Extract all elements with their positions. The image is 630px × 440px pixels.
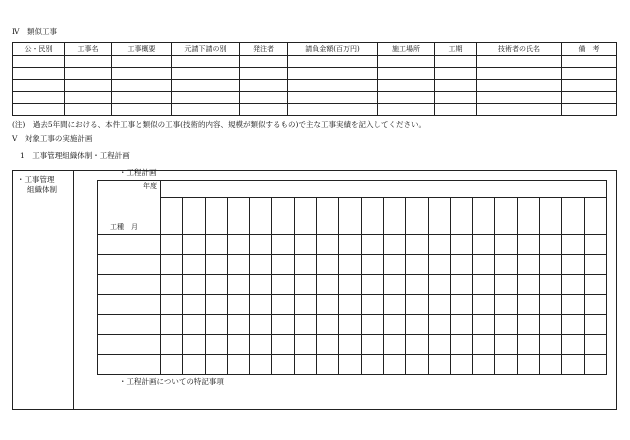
similar-table-cell[interactable] — [477, 104, 562, 116]
schedule-cell[interactable] — [428, 355, 450, 375]
schedule-cell[interactable] — [227, 355, 249, 375]
schedule-cell[interactable] — [272, 355, 294, 375]
schedule-cell[interactable] — [183, 335, 205, 355]
schedule-cell[interactable] — [383, 235, 405, 255]
similar-table-cell[interactable] — [378, 104, 435, 116]
similar-works-table — [12, 42, 617, 116]
schedule-cell[interactable] — [272, 235, 294, 255]
org-label-line2: 組織体制 — [27, 185, 57, 194]
schedule-cell[interactable] — [450, 315, 472, 335]
schedule-cell[interactable] — [205, 295, 227, 315]
schedule-cell[interactable] — [450, 275, 472, 295]
schedule-month-cell[interactable] — [294, 198, 316, 235]
plan-divider — [73, 171, 74, 409]
schedule-month-cell[interactable] — [383, 198, 405, 235]
schedule-cell[interactable] — [383, 315, 405, 335]
similar-table-cell[interactable] — [562, 92, 617, 104]
similar-table-cell[interactable] — [477, 68, 562, 80]
schedule-month-cell[interactable] — [361, 198, 383, 235]
similar-table-cell[interactable] — [378, 56, 435, 68]
similar-table-cell[interactable] — [435, 68, 477, 80]
schedule-item-cell[interactable] — [98, 355, 161, 375]
schedule-year-row — [98, 181, 607, 198]
schedule-cell[interactable] — [383, 335, 405, 355]
schedule-month-cell[interactable] — [317, 198, 339, 235]
similar-table-row — [13, 104, 617, 116]
schedule-cell[interactable] — [428, 235, 450, 255]
section-5-heading: Ⅴ 対象工事の実施計画 — [12, 134, 93, 143]
schedule-cell[interactable] — [250, 355, 272, 375]
schedule-cell[interactable] — [383, 255, 405, 275]
schedule-cell[interactable] — [183, 255, 205, 275]
schedule-cell[interactable] — [540, 295, 562, 315]
similar-table-cell[interactable] — [435, 80, 477, 92]
schedule-cell[interactable] — [517, 235, 539, 255]
schedule-cell[interactable] — [161, 275, 183, 295]
similar-table-cell[interactable] — [65, 92, 112, 104]
schedule-cell[interactable] — [205, 355, 227, 375]
schedule-cell[interactable] — [584, 295, 606, 315]
similar-col-header: 請負金額(百万円) — [288, 43, 378, 56]
schedule-cell[interactable] — [450, 235, 472, 255]
schedule-item-cell[interactable] — [98, 235, 161, 255]
schedule-month-cell[interactable] — [250, 198, 272, 235]
schedule-cell[interactable] — [517, 355, 539, 375]
schedule-cell[interactable] — [339, 355, 361, 375]
schedule-cell[interactable] — [317, 235, 339, 255]
schedule-body-row — [98, 355, 607, 375]
schedule-cell[interactable] — [406, 355, 428, 375]
schedule-cell[interactable] — [428, 315, 450, 335]
schedule-cell[interactable] — [339, 275, 361, 295]
schedule-cell[interactable] — [317, 315, 339, 335]
schedule-cell[interactable] — [272, 275, 294, 295]
similar-table-row — [13, 80, 617, 92]
schedule-cell[interactable] — [361, 235, 383, 255]
schedule-cell[interactable] — [562, 335, 584, 355]
schedule-cell[interactable] — [317, 335, 339, 355]
similar-table-cell[interactable] — [112, 104, 172, 116]
similar-table-cell[interactable] — [240, 80, 288, 92]
section-5-sub-heading: 1 工事管理組織体制・工程計画 — [20, 151, 130, 160]
schedule-body-row — [98, 235, 607, 255]
schedule-cell[interactable] — [383, 275, 405, 295]
schedule-cell[interactable] — [495, 275, 517, 295]
schedule-item-cell[interactable] — [98, 335, 161, 355]
schedule-month-cell[interactable] — [272, 198, 294, 235]
similar-table-cell[interactable] — [562, 56, 617, 68]
similar-table-cell[interactable] — [288, 68, 378, 80]
schedule-cell[interactable] — [562, 275, 584, 295]
schedule-cell[interactable] — [205, 255, 227, 275]
schedule-cell[interactable] — [450, 295, 472, 315]
schedule-month-cell[interactable] — [495, 198, 517, 235]
schedule-cell[interactable] — [161, 355, 183, 375]
schedule-cell[interactable] — [339, 255, 361, 275]
schedule-cell[interactable] — [227, 235, 249, 255]
schedule-cell[interactable] — [294, 255, 316, 275]
schedule-cell[interactable] — [406, 315, 428, 335]
schedule-cell[interactable] — [540, 315, 562, 335]
schedule-cell[interactable] — [473, 315, 495, 335]
similar-col-header: 備 考 — [562, 43, 617, 56]
schedule-cell[interactable] — [161, 255, 183, 275]
schedule-cell[interactable] — [473, 355, 495, 375]
similar-table-cell[interactable] — [240, 56, 288, 68]
schedule-month-row — [98, 198, 607, 235]
similar-col-header: 公・民別 — [13, 43, 65, 56]
schedule-cell[interactable] — [473, 255, 495, 275]
similar-table-cell[interactable] — [378, 92, 435, 104]
schedule-cell[interactable] — [317, 355, 339, 375]
similar-table-header-row — [13, 43, 617, 56]
schedule-item-cell[interactable] — [98, 275, 161, 295]
schedule-cell[interactable] — [227, 335, 249, 355]
similar-table-cell[interactable] — [65, 80, 112, 92]
schedule-cell[interactable] — [495, 295, 517, 315]
similar-table-cell[interactable] — [112, 68, 172, 80]
schedule-cell[interactable] — [406, 255, 428, 275]
schedule-item-cell[interactable] — [98, 255, 161, 275]
similar-table-cell[interactable] — [172, 68, 240, 80]
schedule-cell[interactable] — [562, 255, 584, 275]
schedule-cell[interactable] — [183, 295, 205, 315]
similar-table-cell[interactable] — [378, 80, 435, 92]
schedule-cell[interactable] — [361, 295, 383, 315]
similar-table-row — [13, 68, 617, 80]
schedule-cell[interactable] — [227, 295, 249, 315]
schedule-cell[interactable] — [562, 355, 584, 375]
similar-table-body — [13, 56, 617, 116]
section-4-heading: Ⅳ 類似工事 — [12, 27, 57, 36]
schedule-cell[interactable] — [450, 335, 472, 355]
schedule-cell[interactable] — [473, 295, 495, 315]
similar-table-cell[interactable] — [288, 80, 378, 92]
schedule-cell[interactable] — [495, 315, 517, 335]
schedule-month-cell[interactable] — [183, 198, 205, 235]
schedule-cell[interactable] — [540, 235, 562, 255]
similar-table-cell[interactable] — [172, 92, 240, 104]
schedule-cell[interactable] — [161, 295, 183, 315]
similar-table-cell[interactable] — [288, 92, 378, 104]
similar-table-cell[interactable] — [435, 104, 477, 116]
schedule-label: ・工程計画 — [119, 168, 157, 177]
schedule-cell[interactable] — [361, 275, 383, 295]
schedule-cell[interactable] — [361, 355, 383, 375]
similar-table-cell[interactable] — [65, 104, 112, 116]
schedule-cell[interactable] — [317, 275, 339, 295]
similar-col-header: 工事概要 — [112, 43, 172, 56]
similar-col-header: 元請下請の別 — [172, 43, 240, 56]
schedule-cell[interactable] — [294, 295, 316, 315]
similar-table-cell[interactable] — [65, 56, 112, 68]
schedule-body-row — [98, 255, 607, 275]
schedule-cell[interactable] — [250, 255, 272, 275]
schedule-cell[interactable] — [361, 335, 383, 355]
schedule-month-cell[interactable] — [406, 198, 428, 235]
schedule-body-row — [98, 275, 607, 295]
schedule-cell[interactable] — [205, 235, 227, 255]
schedule-cell[interactable] — [272, 315, 294, 335]
schedule-cell[interactable] — [495, 335, 517, 355]
schedule-cell[interactable] — [227, 315, 249, 335]
schedule-cell[interactable] — [584, 275, 606, 295]
schedule-month-cell[interactable] — [540, 198, 562, 235]
schedule-cell[interactable] — [428, 335, 450, 355]
schedule-cell[interactable] — [383, 295, 405, 315]
similar-table-cell[interactable] — [288, 104, 378, 116]
schedule-cell[interactable] — [406, 295, 428, 315]
schedule-cell[interactable] — [250, 275, 272, 295]
org-structure-label — [17, 175, 57, 195]
schedule-cell[interactable] — [495, 235, 517, 255]
schedule-table — [97, 180, 607, 375]
schedule-cell[interactable] — [517, 275, 539, 295]
schedule-cell[interactable] — [517, 335, 539, 355]
schedule-cell[interactable] — [161, 335, 183, 355]
schedule-cell[interactable] — [540, 275, 562, 295]
org-label-line1: ・工事管理 — [17, 175, 55, 184]
schedule-cell[interactable] — [562, 295, 584, 315]
similar-table-cell[interactable] — [13, 56, 65, 68]
similar-col-header: 施工場所 — [378, 43, 435, 56]
schedule-month-cell[interactable] — [473, 198, 495, 235]
implementation-plan-box — [12, 170, 617, 410]
schedule-cell[interactable] — [584, 355, 606, 375]
schedule-cell[interactable] — [584, 255, 606, 275]
schedule-month-cell[interactable] — [428, 198, 450, 235]
schedule-cell[interactable] — [473, 275, 495, 295]
schedule-cell[interactable] — [294, 335, 316, 355]
similar-table-row — [13, 92, 617, 104]
similar-table-cell[interactable] — [112, 80, 172, 92]
schedule-cell[interactable] — [540, 355, 562, 375]
schedule-cell[interactable] — [250, 335, 272, 355]
schedule-cell[interactable] — [495, 355, 517, 375]
schedule-cell[interactable] — [339, 335, 361, 355]
schedule-cell[interactable] — [294, 275, 316, 295]
similar-col-header: 工事名 — [65, 43, 112, 56]
similar-table-cell[interactable] — [112, 92, 172, 104]
schedule-cell[interactable] — [473, 335, 495, 355]
schedule-cell[interactable] — [294, 235, 316, 255]
schedule-cell[interactable] — [339, 295, 361, 315]
schedule-month-cell[interactable] — [205, 198, 227, 235]
similar-table-cell[interactable] — [172, 104, 240, 116]
schedule-cell[interactable] — [450, 255, 472, 275]
similar-table-cell[interactable] — [13, 68, 65, 80]
schedule-cell[interactable] — [250, 315, 272, 335]
similar-table-cell[interactable] — [240, 104, 288, 116]
schedule-cell[interactable] — [205, 335, 227, 355]
schedule-cell[interactable] — [406, 335, 428, 355]
schedule-cell[interactable] — [383, 355, 405, 375]
schedule-body-row — [98, 295, 607, 315]
schedule-cell[interactable] — [361, 315, 383, 335]
similar-table-cell[interactable] — [288, 56, 378, 68]
schedule-cell[interactable] — [250, 295, 272, 315]
schedule-cell[interactable] — [540, 255, 562, 275]
schedule-cell[interactable] — [339, 235, 361, 255]
schedule-cell[interactable] — [272, 255, 294, 275]
schedule-month-cell[interactable] — [161, 198, 183, 235]
schedule-cell[interactable] — [272, 295, 294, 315]
similar-table-cell[interactable] — [240, 68, 288, 80]
schedule-cell[interactable] — [205, 275, 227, 295]
schedule-month-cell[interactable] — [450, 198, 472, 235]
schedule-cell[interactable] — [473, 235, 495, 255]
year-label: 年度 — [143, 182, 157, 190]
similar-table-cell[interactable] — [562, 68, 617, 80]
schedule-cell[interactable] — [227, 255, 249, 275]
schedule-cell[interactable] — [161, 235, 183, 255]
similar-table-cell[interactable] — [477, 80, 562, 92]
schedule-item-cell[interactable] — [98, 295, 161, 315]
schedule-cell[interactable] — [406, 275, 428, 295]
schedule-cell[interactable] — [540, 335, 562, 355]
schedule-body-row — [98, 315, 607, 335]
schedule-table-body — [98, 181, 607, 375]
schedule-cell[interactable] — [562, 315, 584, 335]
similar-table-cell[interactable] — [477, 92, 562, 104]
schedule-cell[interactable] — [317, 255, 339, 275]
schedule-cell[interactable] — [183, 275, 205, 295]
schedule-cell[interactable] — [428, 295, 450, 315]
schedule-cell[interactable] — [227, 275, 249, 295]
schedule-year-cell[interactable] — [161, 181, 607, 198]
schedule-cell[interactable] — [450, 355, 472, 375]
schedule-cell[interactable] — [205, 315, 227, 335]
schedule-notes-label: ・工程計画についての特記事項 — [119, 377, 224, 386]
schedule-cell[interactable] — [517, 255, 539, 275]
schedule-cell[interactable] — [339, 315, 361, 335]
schedule-cell[interactable] — [361, 255, 383, 275]
schedule-cell[interactable] — [495, 255, 517, 275]
schedule-cell[interactable] — [584, 335, 606, 355]
similar-table-cell[interactable] — [13, 92, 65, 104]
similar-table-cell[interactable] — [172, 56, 240, 68]
schedule-month-cell[interactable] — [562, 198, 584, 235]
schedule-cell[interactable] — [406, 235, 428, 255]
similar-col-header: 工期 — [435, 43, 477, 56]
similar-table-cell[interactable] — [65, 68, 112, 80]
schedule-cell[interactable] — [584, 315, 606, 335]
schedule-cell[interactable] — [584, 235, 606, 255]
schedule-body-row — [98, 335, 607, 355]
schedule-cell[interactable] — [517, 315, 539, 335]
schedule-month-cell[interactable] — [227, 198, 249, 235]
schedule-corner-cell — [98, 181, 161, 235]
schedule-cell[interactable] — [294, 355, 316, 375]
similar-table-cell[interactable] — [13, 80, 65, 92]
schedule-month-cell[interactable] — [584, 198, 606, 235]
similar-table-cell[interactable] — [378, 68, 435, 80]
similar-table-row — [13, 56, 617, 68]
schedule-cell[interactable] — [183, 315, 205, 335]
similar-col-header: 発注者 — [240, 43, 288, 56]
schedule-cell[interactable] — [428, 275, 450, 295]
similar-table-cell[interactable] — [240, 92, 288, 104]
similar-table-cell[interactable] — [112, 56, 172, 68]
schedule-item-cell[interactable] — [98, 315, 161, 335]
schedule-cell[interactable] — [161, 315, 183, 335]
schedule-month-cell[interactable] — [517, 198, 539, 235]
similar-table-cell[interactable] — [13, 104, 65, 116]
schedule-cell[interactable] — [562, 235, 584, 255]
schedule-cell[interactable] — [183, 355, 205, 375]
similar-table-cell[interactable] — [477, 56, 562, 68]
schedule-cell[interactable] — [317, 295, 339, 315]
similar-table-cell[interactable] — [562, 104, 617, 116]
similar-col-header: 技術者の氏名 — [477, 43, 562, 56]
schedule-cell[interactable] — [250, 235, 272, 255]
item-month-label: 工種 月 — [110, 223, 138, 231]
similar-table-cell[interactable] — [435, 56, 477, 68]
schedule-cell[interactable] — [428, 255, 450, 275]
similar-table-cell[interactable] — [172, 80, 240, 92]
similar-table-cell[interactable] — [562, 80, 617, 92]
schedule-cell[interactable] — [272, 335, 294, 355]
schedule-cell[interactable] — [294, 315, 316, 335]
similar-table-cell[interactable] — [435, 92, 477, 104]
schedule-month-cell[interactable] — [339, 198, 361, 235]
schedule-cell[interactable] — [517, 295, 539, 315]
table-note: (注) 過去5年間における、本件工事と類似の工事(技術的内容、規模が類似するもの)で主な工事実績を記入してください。 — [12, 120, 426, 129]
schedule-cell[interactable] — [183, 235, 205, 255]
